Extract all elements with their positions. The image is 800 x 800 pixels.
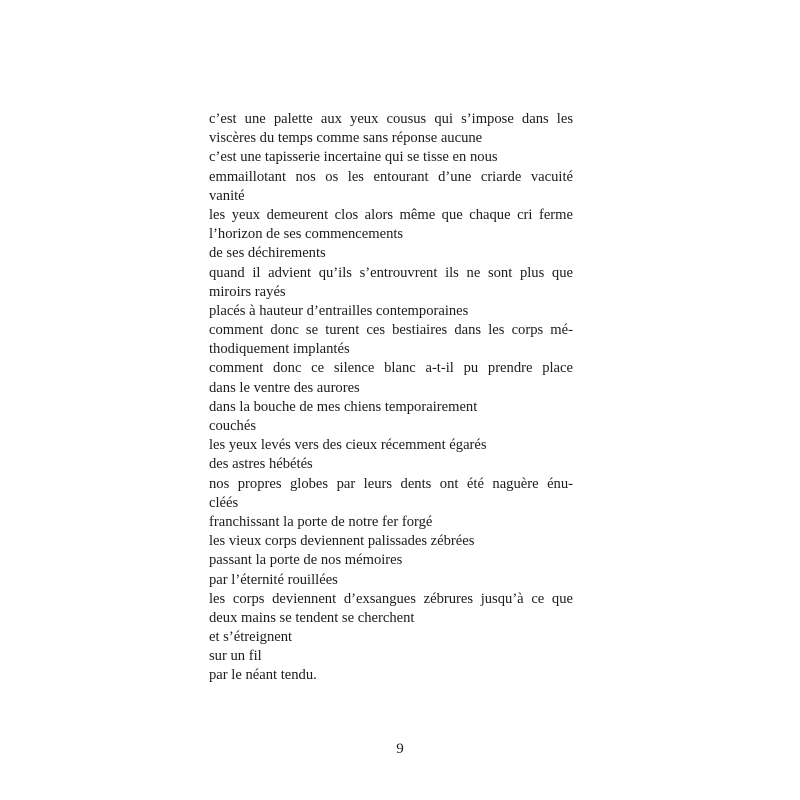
poem-line: cléés (209, 494, 239, 511)
poem-line: passant la porte de nos mémoires (209, 552, 403, 569)
poem-line: par l’éternité rouillées (209, 571, 338, 588)
poem-line: nos propres globes par leurs dents ont été naguère énu- (209, 475, 573, 492)
poem-line: c’est une tapisserie incertaine qui se tisse en nous (209, 149, 498, 166)
page-number: 9 (396, 741, 404, 757)
poem-line: emmaillotant nos os les entourant d’une criarde vacuité (209, 168, 573, 185)
poem-line: dans le ventre des aurores (209, 379, 360, 396)
poem-line: comment donc ce silence blanc a-t-il pu prendre place (209, 360, 573, 377)
poem-line: placés à hauteur d’entrailles contemporaines (209, 302, 469, 319)
poem-line: les corps deviennent d’exsangues zébrures jusqu’à ce que (209, 590, 573, 607)
poem-line: quand il advient qu’ils s’entrouvrent ils ne sont plus que (209, 264, 573, 281)
poem-line: de ses déchirements (209, 245, 326, 262)
poem-line: thodiquement implantés (209, 341, 350, 358)
poem-line: dans la bouche de mes chiens temporairement (209, 398, 478, 415)
poem-line: comment donc se turent ces bestiaires dans les corps mé- (209, 322, 573, 339)
poem-line: et s’étreignent (209, 629, 293, 646)
poem-line: deux mains se tendent se cherchent (209, 609, 415, 626)
poem-line: des astres hébétés (209, 456, 313, 473)
poem-line: franchissant la porte de notre fer forgé (209, 513, 433, 530)
poem-line: viscères du temps comme sans réponse aucune (209, 130, 483, 147)
poem-line: les yeux levés vers des cieux récemment égarés (209, 437, 487, 454)
poem-line: miroirs rayés (209, 283, 286, 300)
poem-text (209, 110, 573, 686)
poem-line: les vieux corps deviennent palissades zébrées (209, 533, 475, 550)
poem-line: par le néant tendu. (209, 667, 317, 684)
poem-line: sur un fil (209, 648, 262, 665)
poem-line: l’horizon de ses commencements (209, 226, 404, 243)
poem-line: les yeux demeurent clos alors même que chaque cri ferme (209, 206, 573, 223)
poem-line: couchés (209, 418, 257, 434)
poem-line: vanité (209, 187, 245, 204)
poem-line: c’est une palette aux yeux cousus qui s’impose dans les (209, 111, 573, 127)
